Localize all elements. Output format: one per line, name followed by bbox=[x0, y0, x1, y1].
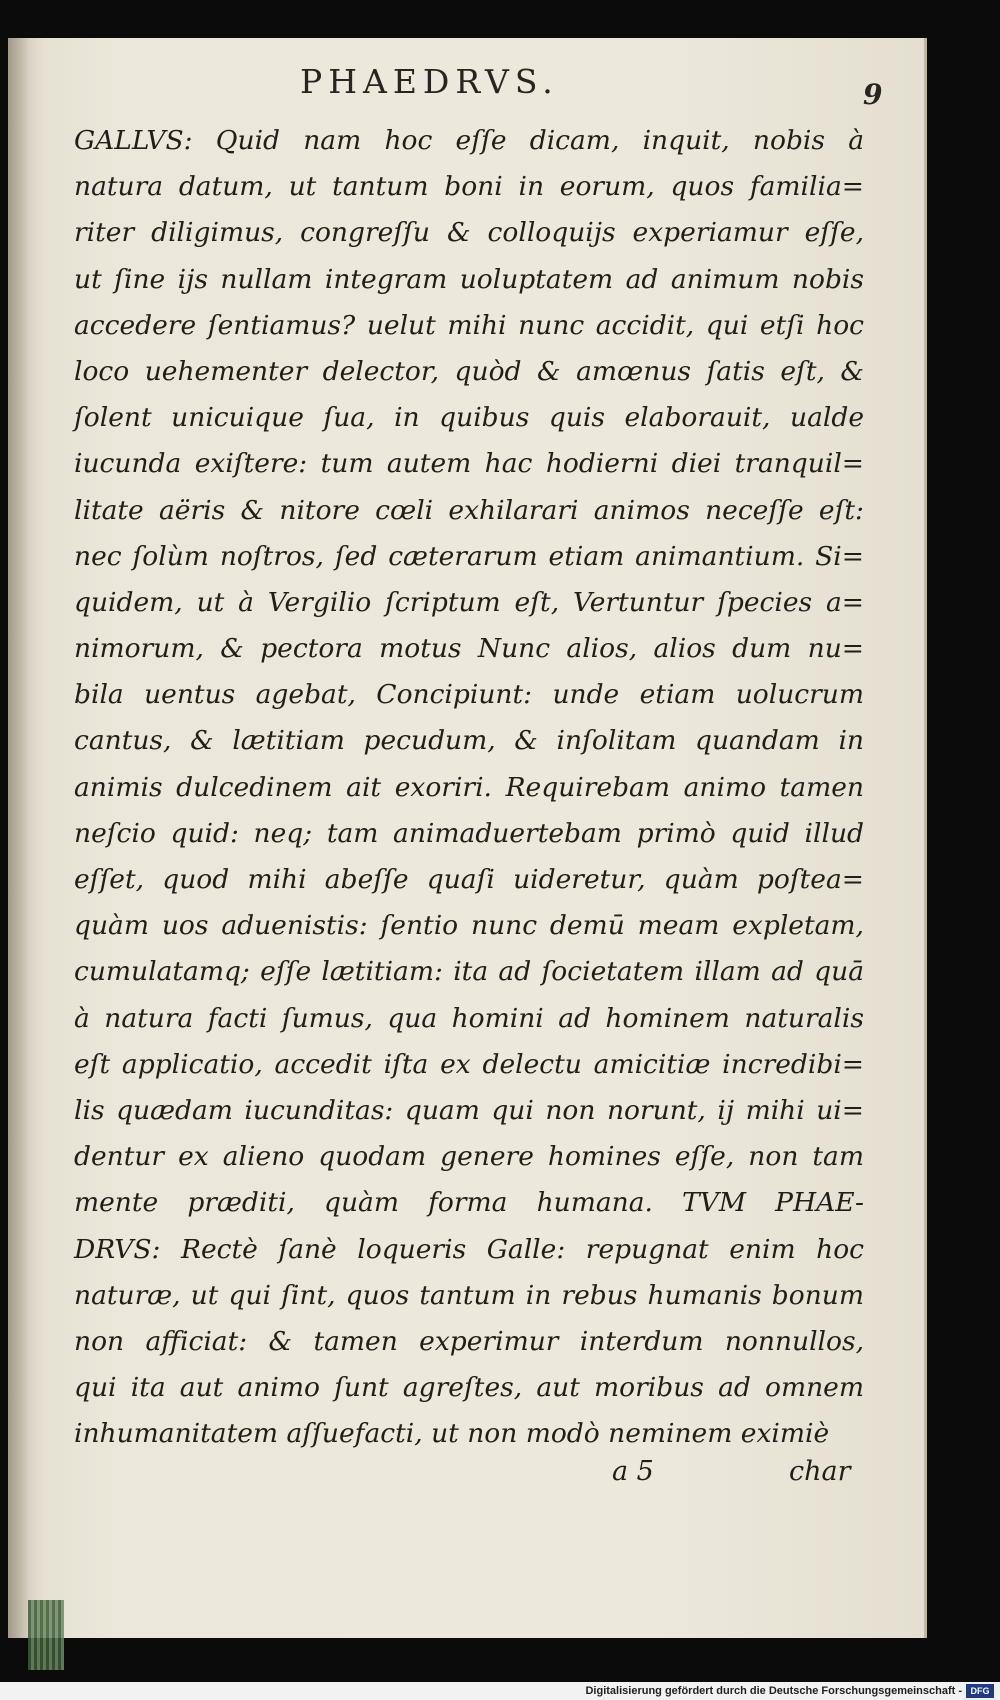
text-line: inhumanitatem aſſuefacti, ut non modò neminem eximiè bbox=[74, 1418, 830, 1450]
funding-notice: Digitalisierung gefördert durch die Deutsche Forschungsgemeinschaft - bbox=[585, 1685, 962, 1697]
catchword: char bbox=[789, 1456, 851, 1487]
text-line: accedere ſentiamus? uelut mihi nunc accidit, qui etſi hoc bbox=[74, 309, 864, 341]
text-line: riter diligimus, congreſſu & colloquijs experiamur eſſe, bbox=[74, 217, 864, 249]
book-page bbox=[8, 38, 927, 1638]
text-line: qui ita aut animo ſunt agreſtes, aut moribus ad omnem bbox=[74, 1372, 864, 1404]
text-line: nec ſolùm noſtros, ſed cæterarum etiam animantium. Si= bbox=[74, 540, 864, 572]
text-line: cantus, & lætitiam pecudum, & inſolitam quandam in bbox=[74, 725, 864, 757]
gutter-shadow bbox=[8, 38, 30, 1638]
text-line: dentur ex alieno quodam genere homines eſſe, non tam bbox=[74, 1141, 864, 1173]
body-text bbox=[74, 118, 864, 1457]
page-number: 9 bbox=[863, 78, 883, 111]
text-line: quàm uos aduenistis: ſentio nunc demū meam expletam, bbox=[74, 910, 864, 942]
text-line: lis quædam iucunditas: quam qui non norunt, ij mihi ui= bbox=[74, 1094, 864, 1126]
direction-line bbox=[74, 1456, 864, 1502]
text-line: litate aëris & nitore cœli exhilarari animos neceſſe eſt: bbox=[74, 494, 864, 526]
text-line: neſcio quid: neq; tam animaduertebam primò quid illud bbox=[74, 817, 864, 849]
text-line: naturæ, ut qui ſint, quos tantum in rebus humanis bonum bbox=[74, 1279, 864, 1311]
text-line: GALLVS: Quid nam hoc eſſe dicam, inquit, nobis à bbox=[74, 125, 864, 156]
text-line: iucunda exiſtere: tum autem hac hodierni diei tranquil= bbox=[74, 448, 864, 480]
text-line: ſolent unicuique ſua, in quibus quis elaborauit, ualde bbox=[74, 402, 864, 434]
text-line: quidem, ut à Vergilio ſcriptum eſt, Vertuntur ſpecies a= bbox=[74, 586, 864, 618]
text-line: non afficiat: & tamen experimur interdum nonnullos, bbox=[74, 1325, 864, 1357]
signature-mark: a 5 bbox=[612, 1456, 654, 1487]
dfg-logo: DFG bbox=[966, 1684, 994, 1698]
text-line: ut ſine ijs nullam integram uoluptatem ad animum nobis bbox=[74, 263, 864, 295]
text-line: mente præditi, quàm forma humana. TVM PHAE- bbox=[74, 1187, 864, 1219]
footer-bar bbox=[0, 1682, 1000, 1700]
text-line: eſſet, quod mihi abeſſe quaſi uideretur, quàm poſtea= bbox=[74, 864, 864, 895]
text-line: loco uehementer delector, quòd & amœnus ſatis eſt, & bbox=[74, 355, 864, 387]
bookmark-ribbon bbox=[28, 1600, 64, 1670]
text-line: cumulatamq; eſſe lætitiam: ita ad ſocietatem illam ad quā bbox=[74, 956, 864, 988]
text-line: natura datum, ut tantum boni in eorum, quos familia= bbox=[74, 171, 864, 203]
text-line: DRVS: Rectè ſanè loqueris Galle: repugnat enim hoc bbox=[74, 1233, 864, 1265]
text-line: animis dulcedinem ait exoriri. Requirebam animo tamen bbox=[74, 771, 864, 803]
text-line: eſt applicatio, accedit iſta ex delectu amicitiæ incredibi= bbox=[74, 1048, 864, 1080]
text-line: à natura facti ſumus, qua homini ad hominem naturalis bbox=[74, 1002, 864, 1034]
running-head: PHAEDRVS. bbox=[300, 62, 559, 101]
text-line: bila uentus agebat, Concipiunt: unde etiam uolucrum bbox=[74, 679, 864, 711]
text-line: nimorum, & pectora motus Nunc alios, alios dum nu= bbox=[74, 633, 864, 665]
